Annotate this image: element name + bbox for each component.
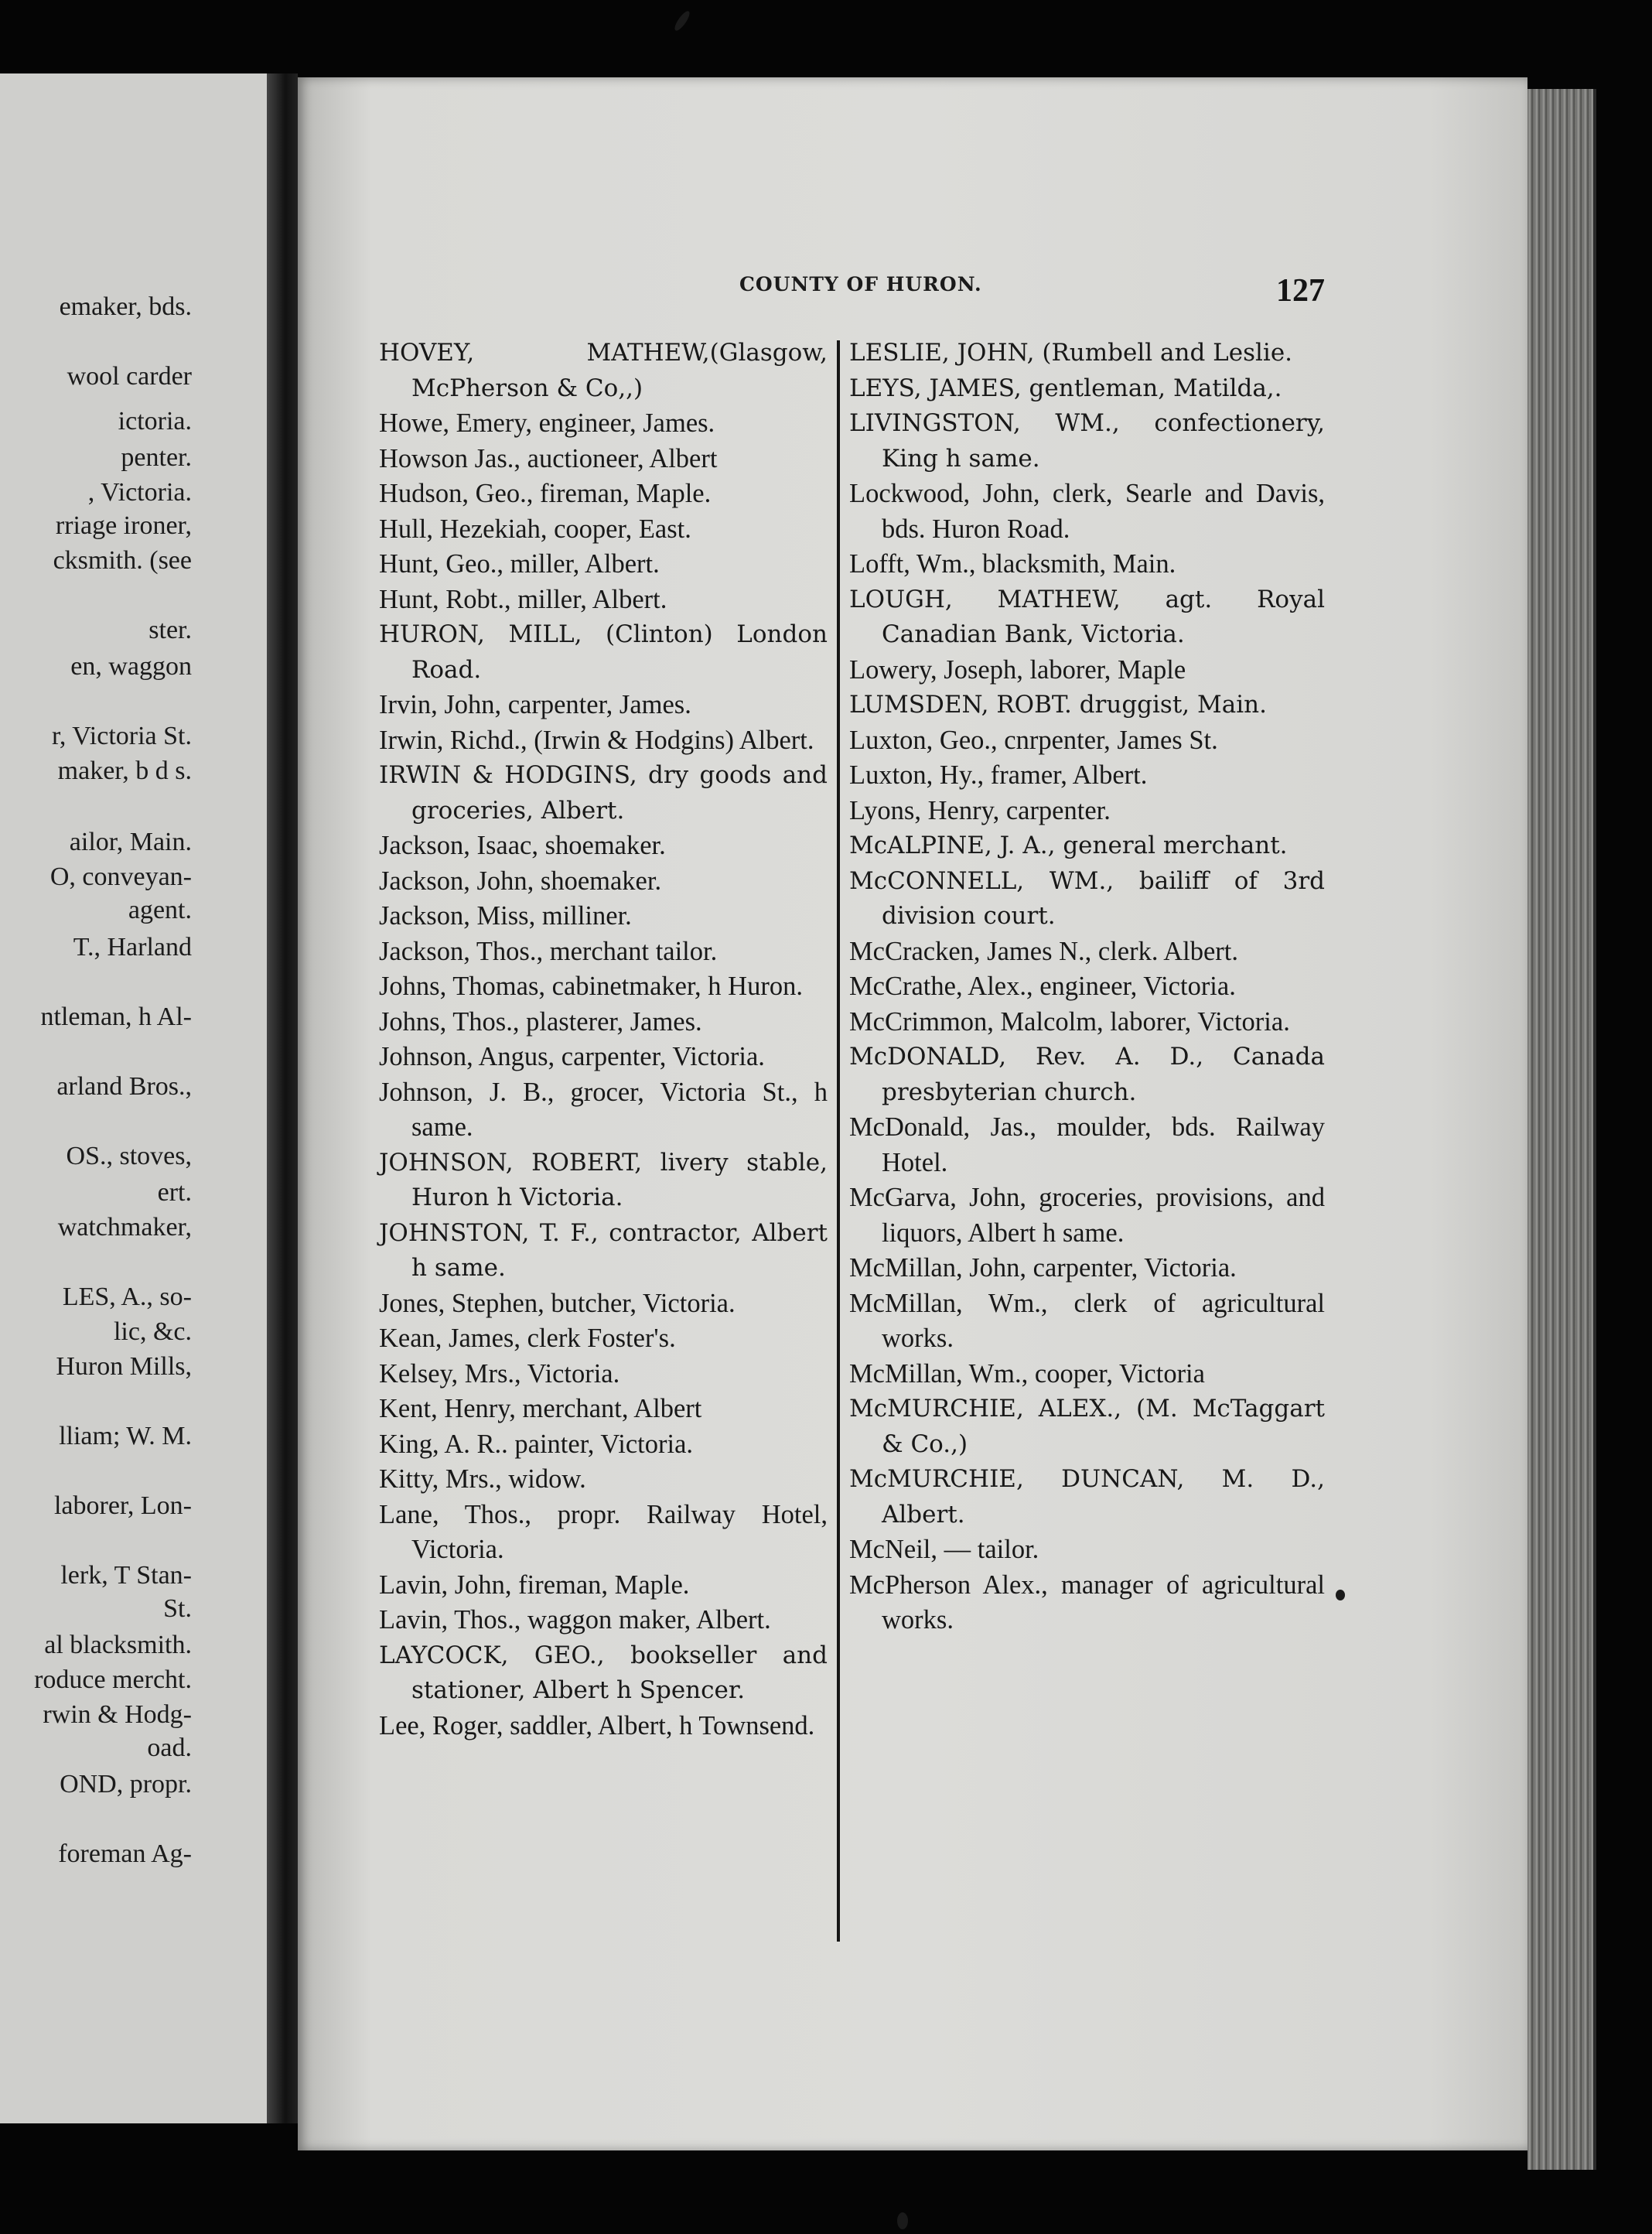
directory-entry: McNeil, — tailor. — [849, 1535, 1039, 1564]
directory-entry: McALPINE, J. A., general merchant. — [849, 832, 1288, 859]
facing-page-fragment: ictoria. — [118, 407, 192, 436]
directory-entry: Hunt, Robt., miller, Albert. — [379, 584, 667, 614]
directory-entry: Irvin, John, carpenter, James. — [379, 690, 691, 719]
facing-page-fragment: r, Victoria St. — [51, 722, 192, 750]
scan-speck — [672, 9, 691, 32]
facing-page-fragment: ert. — [157, 1178, 192, 1207]
directory-entry: HOVEY, MATHEW,(Glasgow, McPherson & Co,,) — [379, 339, 828, 402]
facing-page-fragment: penter. — [121, 443, 192, 472]
directory-entry: Jackson, Isaac, shoemaker. — [379, 831, 666, 860]
facing-page-fragment: cksmith. (see — [53, 546, 192, 575]
directory-entry: McMURCHIE, DUNCAN, M. D., Albert. — [849, 1465, 1325, 1529]
directory-entry: McGarva, John, groceries, provisions, and liquors, Albert h same. — [849, 1183, 1325, 1248]
facing-page-fragment: oad. — [147, 1734, 192, 1762]
facing-page-fragment: laborer, Lon- — [53, 1491, 192, 1520]
facing-page-fragment: OND, propr. — [60, 1770, 192, 1798]
facing-page-fragment: maker, b d s. — [57, 757, 192, 785]
directory-entry: McDONALD, Rev. A. D., Canada presbyterian church. — [849, 1043, 1325, 1106]
directory-entry: Hunt, Geo., miller, Albert. — [379, 549, 660, 579]
directory-entry: McDonald, Jas., moulder, bds. Railway Hotel. — [849, 1112, 1325, 1177]
directory-entry: Kelsey, Mrs., Victoria. — [379, 1358, 620, 1389]
facing-page-fragment: St. — [163, 1594, 192, 1623]
directory-entry: Johns, Thos., plasterer, James. — [379, 1006, 702, 1037]
book-gutter — [267, 73, 298, 2123]
facing-page-fragment: LES, A., so- — [62, 1283, 192, 1311]
directory-entry: Lavin, Thos., waggon maker, Albert. — [379, 1605, 771, 1635]
facing-page-fragment: rriage ironer, — [55, 511, 192, 540]
directory-entry: LAYCOCK, GEO., bookseller and stationer, Albert h Spencer. — [379, 1641, 828, 1704]
directory-entry: Lowery, Joseph, laborer, Maple — [849, 654, 1186, 685]
page-number: 127 — [1276, 273, 1325, 309]
facing-page-fragment: Huron Mills, — [56, 1352, 192, 1381]
directory-entry: Irwin, Richd., (Irwin & Hodgins) Albert. — [379, 725, 814, 755]
directory-entry: Luxton, Geo., cnrpenter, James St. — [849, 725, 1218, 755]
facing-page-fragment: lerk, T Stan- — [60, 1561, 192, 1590]
directory-entry: LESLIE, JOHN, (Rumbell and Leslie. — [849, 339, 1293, 367]
directory-entry: McCONNELL, WM., bailiff of 3rd division court. — [849, 866, 1325, 930]
directory-entry: Kitty, Mrs., widow. — [379, 1464, 586, 1494]
directory-entry: Lee, Roger, saddler, Albert, h Townsend. — [379, 1710, 815, 1740]
facing-page-fragment: ntleman, h Al- — [40, 1003, 192, 1031]
facing-page-fragment: OS., stoves, — [66, 1142, 192, 1170]
directory-entry: Jackson, Miss, milliner. — [379, 901, 632, 931]
directory-entry: McMillan, John, carpenter, Victoria. — [849, 1253, 1237, 1283]
facing-page-fragment: emaker, bds. — [59, 292, 192, 321]
facing-page-fragment: roduce mercht. — [34, 1665, 192, 1694]
directory-entry: McMillan, Wm., clerk of agricultural works. — [849, 1288, 1325, 1353]
scan-speck — [1336, 1590, 1345, 1600]
directory-entry: Jackson, John, shoemaker. — [379, 866, 662, 896]
facing-page-fragment: rwin & Hodg- — [43, 1700, 192, 1729]
directory-entry: Johns, Thomas, cabinetmaker, h Huron. — [379, 972, 803, 1001]
directory-entry: Lockwood, John, clerk, Searle and Davis, bds. Huron Road. — [849, 479, 1325, 544]
directory-column-right — [849, 336, 1325, 1638]
column-divider — [837, 340, 840, 1942]
directory-entry: Johnson, J. B., grocer, Victoria St., h same. — [379, 1077, 828, 1142]
directory-entry: Hull, Hezekiah, cooper, East. — [379, 514, 691, 544]
directory-entry: Howe, Emery, engineer, James. — [379, 408, 715, 438]
directory-entry: Hudson, Geo., fireman, Maple. — [379, 479, 712, 508]
directory-entry: King, A. R.. painter, Victoria. — [379, 1429, 694, 1459]
facing-page-fragment: T., Harland — [73, 933, 192, 962]
facing-page-fragment: lliam; W. M. — [59, 1422, 192, 1450]
facing-page-fragment: , Victoria. — [87, 478, 192, 507]
directory-entry: Kent, Henry, merchant, Albert — [379, 1394, 702, 1423]
directory-entry: McMillan, Wm., cooper, Victoria — [849, 1358, 1205, 1389]
facing-page-fragment: al blacksmith. — [44, 1631, 192, 1659]
directory-entry: Jones, Stephen, butcher, Victoria. — [379, 1288, 736, 1318]
directory-entry: HURON, MILL, (Clinton) London Road. — [379, 620, 828, 684]
facing-page-fragment: en, waggon — [70, 652, 192, 681]
directory-entry: Lofft, Wm., blacksmith, Main. — [849, 549, 1176, 579]
directory-entry: McCracken, James N., clerk. Albert. — [849, 936, 1238, 966]
page-edges — [1527, 89, 1596, 2170]
facing-page-fragment: O, conveyan- — [49, 863, 192, 891]
facing-page-fragment: watchmaker, — [57, 1213, 192, 1242]
directory-entry: LUMSDEN, ROBT. druggist, Main. — [849, 691, 1267, 719]
facing-page-fragment: lic, &c. — [113, 1317, 192, 1346]
directory-entry: Johnson, Angus, carpenter, Victoria. — [379, 1042, 765, 1071]
facing-page-fragment: foreman Ag- — [58, 1839, 192, 1868]
facing-page-fragment: arland Bros., — [56, 1072, 192, 1101]
directory-entry: IRWIN & HODGINS, dry goods and groceries, Albert. — [379, 761, 828, 825]
facing-page-fragment: agent. — [128, 896, 192, 924]
directory-column-left — [379, 336, 828, 1744]
directory-entry: LEYS, JAMES, gentleman, Matilda,. — [849, 374, 1282, 402]
directory-entry: Jackson, Thos., merchant tailor. — [379, 936, 718, 966]
directory-entry: Lane, Thos., propr. Railway Hotel, Victoria. — [379, 1499, 828, 1564]
directory-entry: McCrimmon, Malcolm, laborer, Victoria. — [849, 1006, 1290, 1037]
facing-page-fragment: wool carder — [67, 362, 192, 391]
facing-page-fragment: ailor, Main. — [69, 828, 192, 856]
facing-page-fragment: ster. — [148, 616, 192, 644]
directory-entry: McMURCHIE, ALEX., (M. McTaggart & Co.,) — [849, 1395, 1325, 1458]
directory-entry: Lavin, John, fireman, Maple. — [379, 1570, 690, 1600]
running-head: COUNTY OF HURON. — [739, 273, 982, 295]
directory-entry: McPherson Alex., manager of agricultural works. — [849, 1570, 1325, 1635]
directory-entry: McCrathe, Alex., engineer, Victoria. — [849, 972, 1236, 1001]
scan-speck — [897, 2212, 908, 2229]
directory-entry: Kean, James, clerk Foster's. — [379, 1324, 676, 1353]
directory-entry: JOHNSON, ROBERT, livery stable, Huron h Victoria. — [379, 1148, 828, 1211]
directory-entry: Luxton, Hy., framer, Albert. — [849, 760, 1148, 790]
directory-entry: Howson Jas., auctioneer, Albert — [379, 443, 718, 473]
directory-entry: Lyons, Henry, carpenter. — [849, 795, 1111, 825]
directory-entry: JOHNSTON, T. F., contractor, Albert h same. — [379, 1218, 828, 1282]
facing-page-left — [0, 73, 269, 2123]
directory-entry: LIVINGSTON, WM., confectionery, King h same. — [849, 409, 1325, 473]
directory-entry: LOUGH, MATHEW, agt. Royal Canadian Bank, Victoria. — [849, 585, 1325, 648]
